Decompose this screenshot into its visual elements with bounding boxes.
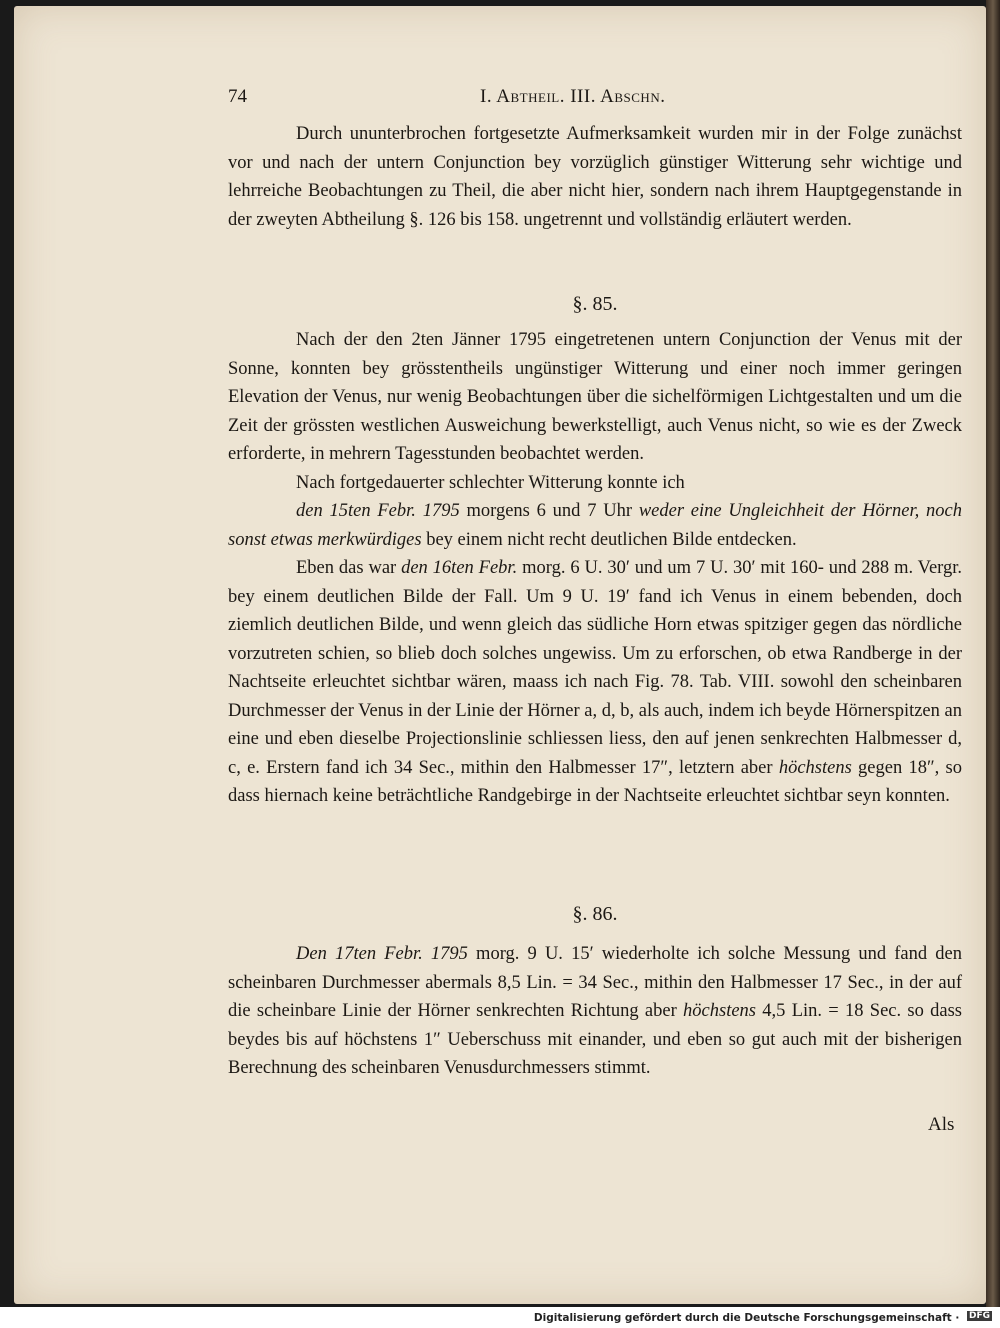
- book-spine: [986, 0, 1000, 1307]
- paragraph-4: den 15ten Febr. 1795 morgens 6 und 7 Uhr weder eine Ungleichheit der Hörner, noch sonst etwas merkwürdiges bey einem nicht recht deutlichen Bilde entdecken.: [228, 501, 962, 550]
- date-15-febr: den 15ten Febr. 1795: [296, 501, 460, 521]
- paragraph-1: Durch ununterbrochen fortgesetzte Aufmerksamkeit wurden mir in der Folge zunächst vor und nach der untern Conjunction bey vorzüglich günstiger Witterung sehr wichtige und lehrreiche Beobachtungen zu Theil, die aber nicht hier, sondern nach ihrem Hauptgegenstande in der zweyten Abtheilung §. 126 bis 158. ungetrennt und vollständig erläutert werden.: [228, 124, 962, 230]
- page-number: 74: [228, 86, 247, 107]
- paragraph-6: Den 17ten Febr. 1795 morg. 9 U. 15′ wiederholte ich solche Messung und fand den scheinbaren Durchmesser abermals 8,5 Lin. = 34 Sec., mithin den Halbmesser 17 Sec., in der auf die scheinbare Linie der Hörner senkrechten Richtung aber höchstens 4,5 Lin. = 18 Sec. so dass beydes bis auf höchstens 1″ Ueberschuss mit einander, und eben so gut auch mit der bisherigen Berechnung des scheinbaren Venusdurchmessers stimmt.: [228, 944, 962, 1078]
- date-17-febr: Den 17ten Febr. 1795: [296, 944, 468, 964]
- body-text-top: [228, 120, 962, 234]
- section-heading-86: §. 86.: [572, 903, 618, 925]
- running-title: I. Abtheil. III. Abschn.: [480, 86, 666, 107]
- catchword: Als: [928, 1114, 955, 1135]
- digitization-footer: [0, 1307, 1000, 1328]
- section-85: [228, 290, 962, 319]
- body-text-middle: [228, 326, 962, 811]
- date-16-febr: den 16ten Febr.: [401, 558, 518, 578]
- section-heading-85: §. 85.: [572, 293, 618, 315]
- paragraph-3: Nach fortgedauerter schlechter Witterung konnte ich: [296, 472, 685, 493]
- body-text-bottom: [228, 940, 962, 1083]
- footer-credit: Digitalisierung gefördert durch die Deutsche Forschungsgemeinschaft ·: [533, 1312, 960, 1324]
- dfg-logo-icon: DFG: [968, 1311, 990, 1321]
- paragraph-2: Nach der den 2ten Jänner 1795 eingetretenen untern Conjunction der Venus mit der Sonne, konnten bey grösstentheils ungünstiger Witterung und einer noch immer geringen Elevation der Venus, nur wenig Beobachtungen über die sichelförmigen Lichtgestalten und um die Zeit der grössten westlichen Ausweichung bewerkstelligt, auch Venus nicht, so wie es der Zweck erforderte, in mehrern Tagesstunden beobachtet werden.: [228, 330, 962, 464]
- italic-observation: weder eine Ungleichheit der Hörner, noch sonst etwas merkwürdiges: [228, 501, 962, 550]
- paragraph-5: Eben das war den 16ten Febr. morg. 6 U. 30′ und um 7 U. 30′ mit 160- und 288 m. Vergr. bey einem deutlichen Bilde der Fall. Um 9 U. 19′ fand ich Venus in einem bebenden, doch ziemlich deutlichen Bilde, und wenn gleich das südliche Horn etwas spitziger gegen das nördliche vorzutreten schien, so blieb doch solches ungewiss. Um zu erforschen, ob etwa Randberge in der Nachtseite erleuchtet sichtbar wären, maass ich nach Fig. 78. Tab. VIII. sowohl den scheinbaren Durchmesser der Venus in der Linie der Hörner a, d, b, als auch, indem ich beyde Hörnerspitzen an eine und eben dieselbe Projectionslinie schliessen liess, den auf jenen senkrechten Halbmesser d, c, e. Erstern fand ich 34 Sec., mithin den Halbmesser 17″, letztern aber höchstens gegen 18″, so dass hiernach keine beträchtliche Randgebirge in der Nachtseite erleuchtet sichtbar seyn konnten.: [228, 558, 962, 806]
- running-header: [228, 82, 962, 112]
- section-86: [228, 900, 962, 929]
